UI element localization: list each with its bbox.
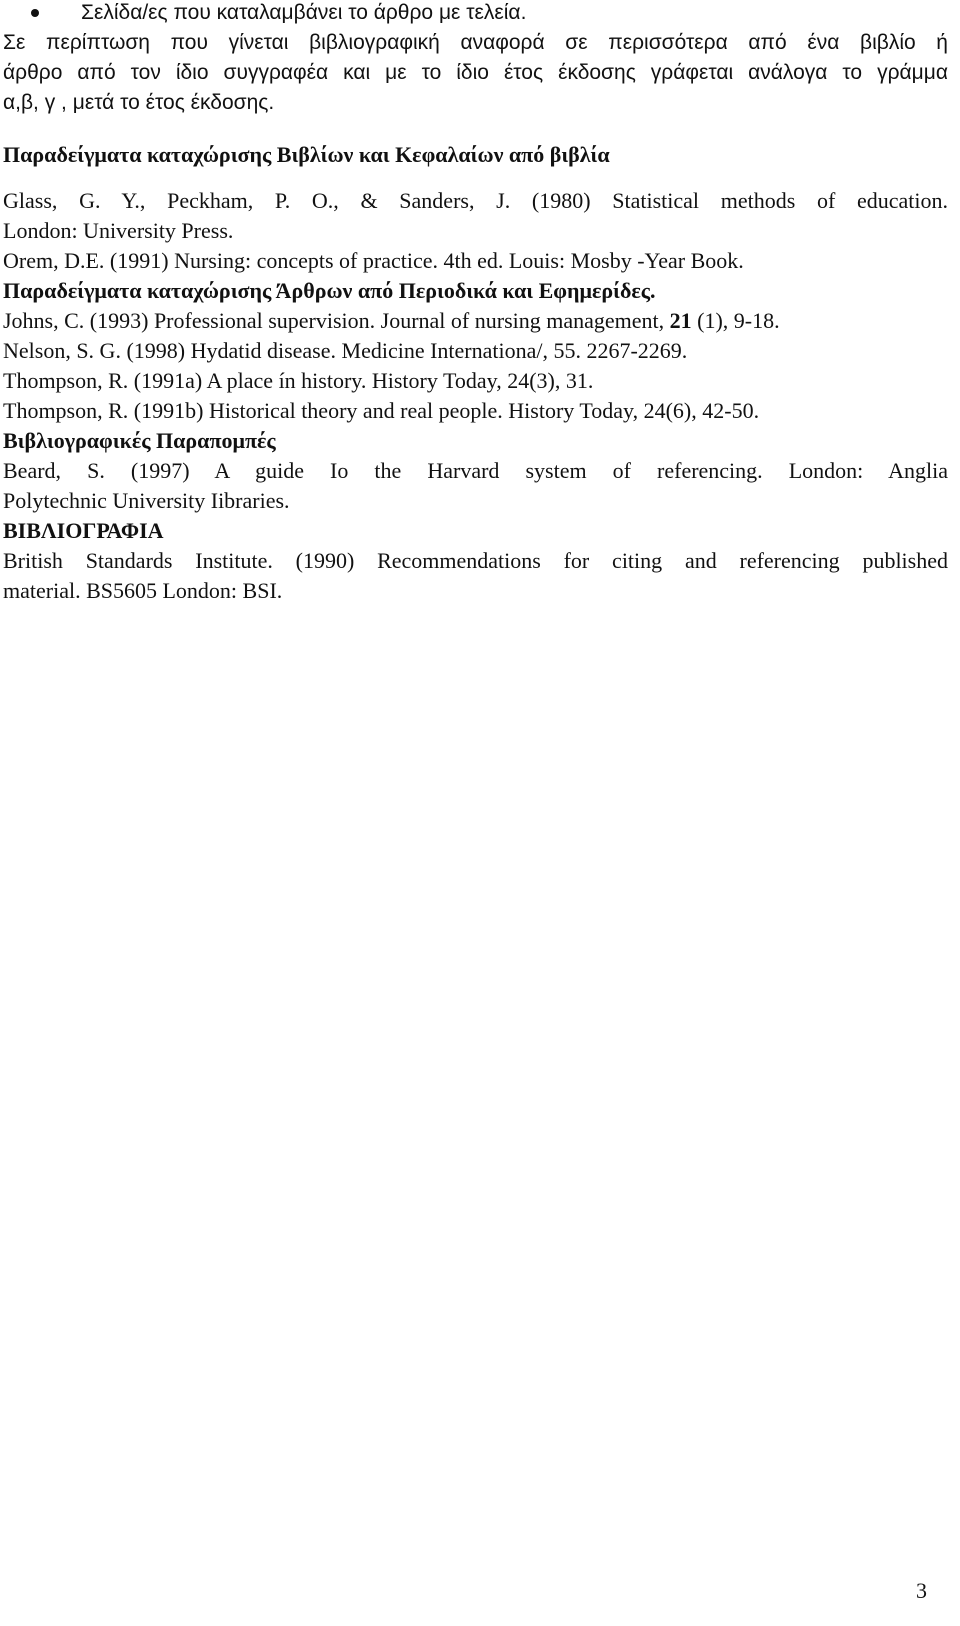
references-heading: Βιβλιογραφικές Παραπομπές [3, 428, 276, 453]
reference-entry-continuation: Polytechnic University Iibraries. [3, 488, 290, 513]
page-number: 3 [916, 1578, 927, 1603]
books-entries [3, 186, 948, 276]
books-heading: Παραδείγματα καταχώρισης Βιβλίων και Κεφαλαίων από βιβλία [3, 142, 610, 167]
bibliography-entries [3, 546, 948, 606]
reference-entry [3, 306, 948, 336]
intro-line: α,β, γ , μετά το έτος έκδοσης. [3, 91, 275, 114]
reference-entry: Glass, G. Y., Peckham, P. O., & Sanders, J. (1980) Statistical methods of education. [3, 188, 948, 213]
reference-entry-continuation: London: University Press. [3, 218, 234, 243]
johns-text-before: Johns, C. (1993) Professional supervision. Journal of nursing management, [3, 308, 670, 333]
articles-entries [3, 306, 948, 426]
reference-entry: Orem, D.E. (1991) Nursing: concepts of practice. 4th ed. Louis: Mosby -Year Book. [3, 248, 744, 273]
reference-entry: Nelson, S. G. (1998) Hydatid disease. Medicine Internationa/, 55. 2267-2269. [3, 338, 688, 363]
intro-line: Σε περίπτωση που γίνεται βιβλιογραφική αναφορά σε περισσότερα από ένα βιβλίο ή [3, 31, 948, 54]
references-entries [3, 456, 948, 516]
bibliography-heading: ΒΙΒΛΙΟΓΡΑΦΙΑ [3, 518, 164, 543]
reference-entry-continuation: material. BS5605 London: BSI. [3, 578, 283, 603]
intro-line: άρθρο από τον ίδιο συγγραφέα και με το ίδιο έτος έκδοσης γράφεται ανάλογα το γράμμα [3, 61, 948, 84]
bullet-dot-icon [31, 9, 39, 17]
reference-entry: Beard, S. (1997) A guide Io the Harvard system of referencing. London: Anglia [3, 458, 948, 483]
intro-paragraph [3, 28, 948, 118]
bullet-text: Σελίδα/ες που καταλαμβάνει το άρθρο με τελεία. [81, 1, 527, 24]
johns-text-after: (1), 9-18. [691, 308, 780, 333]
johns-volume: 21 [669, 308, 692, 333]
bullet-item [3, 0, 948, 28]
reference-entry: British Standards Institute. (1990) Recommendations for citing and referencing published [3, 548, 948, 573]
articles-heading: Παραδείγματα καταχώρισης Άρθρων από Περιοδικά και Εφημερίδες. [3, 278, 656, 303]
reference-entry: Thompson, R. (1991a) A place ín history. History Today, 24(3), 31. [3, 368, 594, 393]
reference-entry: Thompson, R. (1991b) Historical theory and real people. History Today, 24(6), 42-50. [3, 398, 760, 423]
document-page [3, 0, 948, 606]
